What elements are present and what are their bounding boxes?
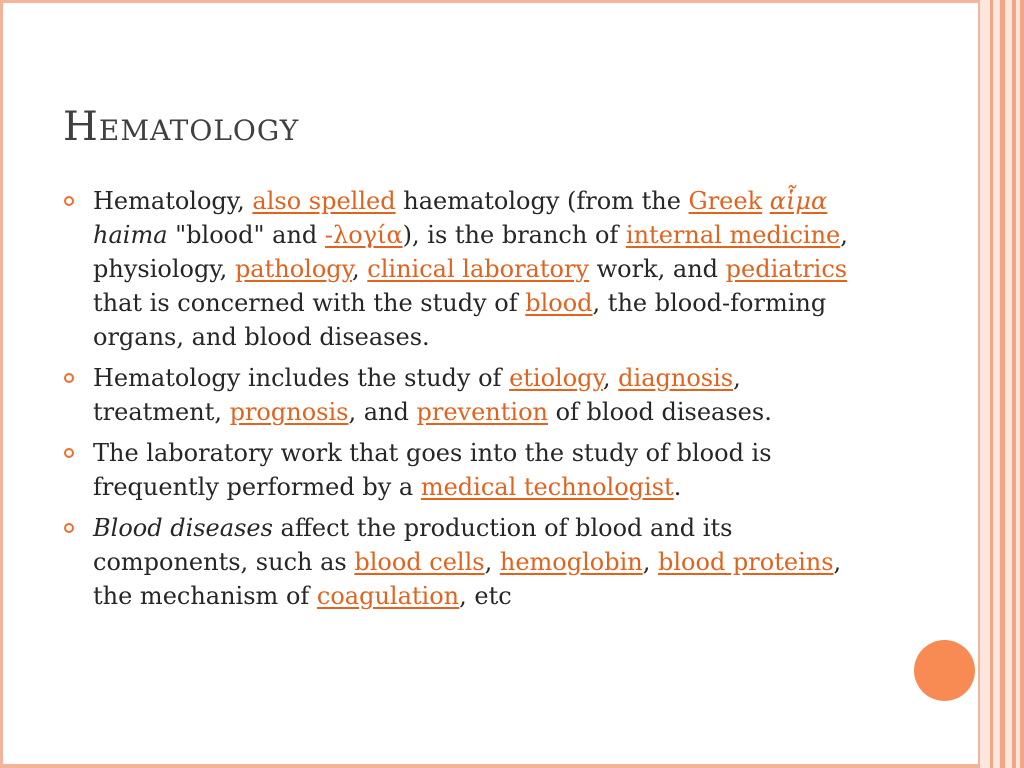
link-medical-technologist[interactable]: medical technologist — [420, 473, 674, 501]
frame-left-border — [0, 0, 3, 768]
link-etiology[interactable]: etiology — [509, 364, 603, 392]
frame-bottom-border — [0, 764, 1024, 768]
slide-title: Hematology — [63, 104, 300, 150]
link-pediatrics[interactable]: pediatrics — [725, 255, 848, 283]
link-greek[interactable]: Greek — [688, 187, 763, 215]
link-also-spelled[interactable]: also spelled — [252, 187, 396, 215]
link-coagulation[interactable]: coagulation — [316, 582, 460, 610]
link-prevention[interactable]: prevention — [416, 398, 548, 426]
link-internal-medicine[interactable]: internal medicine — [625, 221, 841, 249]
bullet-list — [64, 184, 864, 620]
link-prognosis[interactable]: prognosis — [229, 398, 349, 426]
decorative-stripe — [1000, 0, 1005, 768]
decorative-stripe — [1012, 0, 1016, 768]
link-hemoglobin[interactable]: hemoglobin — [499, 548, 643, 576]
bullet-item: Hematology includes the study of etiology, diagnosis, treatment, prognosis, and prevention of blood diseases. — [64, 361, 864, 429]
hollow-circle-bullet-icon — [64, 196, 74, 206]
hollow-circle-bullet-icon — [64, 373, 74, 383]
bullet-item: The laboratory work that goes into the study of blood is frequently performed by a medical technologist. — [64, 436, 864, 504]
bullet-item: Hematology, also spelled haematology (from the Greek αἷμα haima "blood" and -λογία), is the branch of internal medicine, physiology, pathology, clinical laboratory work, and pediatrics that is concerned with the study of blood, the blood-forming organs, and blood diseases. — [64, 184, 864, 354]
hollow-circle-bullet-icon — [64, 523, 74, 533]
link-clinical-laboratory[interactable]: clinical laboratory — [367, 255, 589, 283]
bullet-item: Blood diseases affect the production of blood and its components, such as blood cells, hemoglobin, blood proteins, the mechanism of coagulation, etc — [64, 511, 864, 613]
link-blood-proteins[interactable]: blood proteins — [658, 548, 834, 576]
decorative-stripe — [1020, 0, 1024, 768]
hollow-circle-bullet-icon — [64, 448, 74, 458]
link-diagnosis[interactable]: diagnosis — [618, 364, 734, 392]
decorative-circle — [914, 640, 975, 701]
link-blood-cells[interactable]: blood cells — [354, 548, 485, 576]
link-logia[interactable]: -λογία — [324, 221, 403, 249]
link-haima-greek[interactable]: αἷμα — [769, 187, 828, 215]
link-pathology[interactable]: pathology — [234, 255, 353, 283]
decorative-stripe — [990, 0, 993, 768]
link-blood[interactable]: blood — [525, 289, 593, 317]
frame-top-border — [0, 0, 1024, 3]
